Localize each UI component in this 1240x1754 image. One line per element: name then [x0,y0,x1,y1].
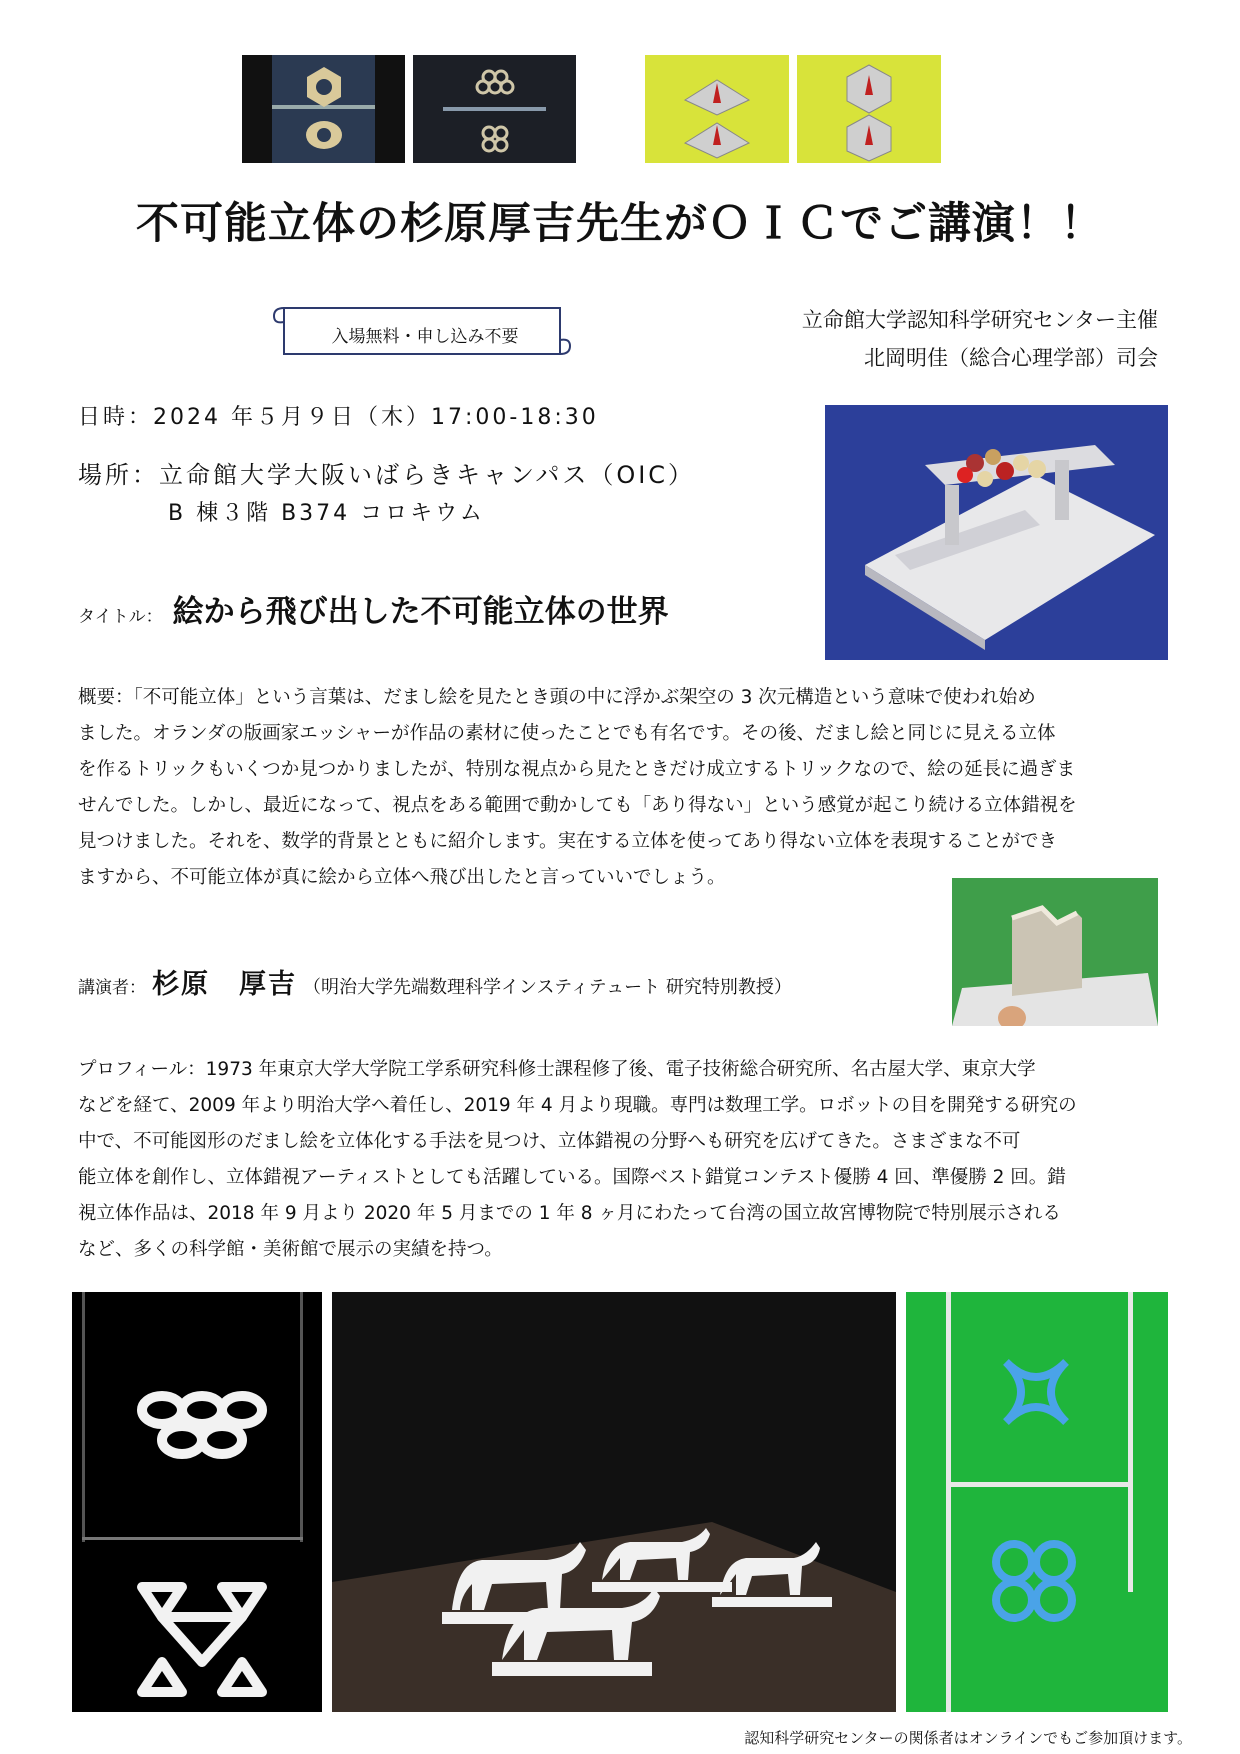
photo-hexagon-nut-mirror [242,55,405,163]
profile-label: プロフィール： [78,1059,206,1080]
talk-title-row [78,586,669,631]
photo-cone-stairs-2 [797,55,941,163]
datetime-row [78,400,599,431]
abstract-line: を作るトリックもいくつか見つかりましたが、特別な視点から見たときだけ成立するトリックなので、絵の延長に過ぎま [78,759,1076,780]
photo-white-rings [72,1292,322,1712]
talk-title-label: タイトル： [78,607,163,627]
talk-title: 絵から飛び出した不可能立体の世界 [172,594,669,630]
photo-blue-rings [906,1292,1168,1712]
photo-arrow-shape [952,878,1158,1026]
place-row [78,455,695,490]
profile-line: 能立体を創作し、立体錯視アーティストとしても活躍している。国際ベスト錯覚コンテスト優勝 4 回、準優勝 2 回。錯 [78,1167,1066,1188]
place-line1: 立命館大学大阪いばらきキャンパス（OIC） [159,461,696,489]
abstract-label: 概要： [78,687,134,708]
organizer: 立命館大学認知科学研究センター主催 [801,308,1158,332]
page-title: 不可能立体の杉原厚吉先生がＯＩＣでご講演！！ [136,199,1104,249]
datetime-label: 日時： [78,405,154,430]
profile-line: 中で、不可能図形のだまし絵を立体化する手法を見つけ、立体錯視の分野へも研究を広げてきた。さまざまな不可 [78,1131,1021,1152]
abstract-line: ました。オランダの版画家エッシャーが作品の素材に使ったことでも有名です。その後、だまし絵と同じに見える立体 [78,723,1056,744]
photo-rings-mirror [413,55,576,163]
profile-line: など、多くの科学館・美術館で展示の実績を持つ。 [78,1239,503,1260]
speaker-name: 杉原 厚吉 [152,969,297,1000]
abstract-line: 概要：「不可能立体」という言葉は、だまし絵を見たとき頭の中に浮かぶ架空の 3 次元構造という意味で使われ始め [78,687,1036,708]
speaker-row [78,962,792,1001]
abstract [78,680,1164,896]
profile-line: プロフィール：1973 年東京大学大学院工学系研究科修士課程修了後、電子技術総合研究所、名古屋大学、東京大学 [78,1059,1036,1080]
profile [78,1052,1164,1268]
profile-line: などを経て、2009 年より明治大学へ着任し、2019 年 4 月より現職。専門は数理工学。ロボットの目を開発する研究の [78,1095,1077,1116]
moderator: 北岡明佳（総合心理学部）司会 [864,346,1158,370]
free-entry-notice: 入場無料・申し込み不要 [331,327,519,347]
profile-line: 視立体作品は、2018 年 9 月より 2020 年 5 月までの 1 年 8 ヶ月にわたって台湾の国立故宮博物院で特別展示される [78,1203,1061,1224]
abstract-line: せんでした。しかし、最近になって、視点をある範囲で動かしても「あり得ない」という感覚が起こり続ける立体錯視を [78,795,1077,816]
datetime-value: 2024 年５月９日（木）17:00-18:30 [153,405,599,430]
speaker-label: 講演者： [78,978,146,998]
place-line2: B 棟３階 B374 コロキウム [168,501,485,526]
photo-cone-stairs-1 [645,55,789,163]
speaker-affiliation: （明治大学先端数理科学インスティテュート 研究特別教授） [303,977,792,998]
photo-marble-ramp [825,405,1168,660]
footer-note: 認知科学研究センターの関係者はオンラインでもご参加頂けます。 [744,1729,1192,1747]
place-label: 場所： [78,461,159,489]
abstract-line: 見つけました。それを、数学的背景とともに紹介します。実在する立体を使ってあり得ない立体を表現することができ [78,831,1058,852]
photo-cats [332,1292,896,1712]
abstract-line: ますから、不可能立体が真に絵から立体へ飛び出したと言っていいでしょう。 [78,867,726,888]
